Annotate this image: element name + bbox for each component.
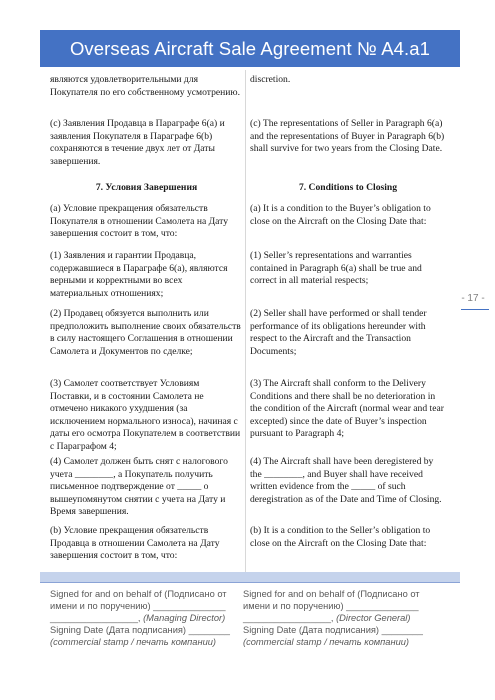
signatory-line bbox=[50, 612, 240, 624]
signing-date-line: Signing Date (Дата подписания) ________ bbox=[243, 625, 423, 635]
clause-en-7a1: (1) Seller’s representations and warranties contained in Paragraph 6(a) shall be true and correct in all material respects; bbox=[250, 250, 422, 287]
clause-ru-7a3: (3) Самолет соответствует Условиям Поставки, и в состоянии Самолета не отмечено никакого ухудшения (за исключением нормального износа), начиная с даты его осмотра Покупателем в соответствии с Параграфом 4; bbox=[50, 378, 241, 452]
clause-ru-7a1: (1) Заявления и гарантии Продавца, содержавшиеся в Параграфе 6(а), являются верными и корректными во всех материальных отношениях; bbox=[50, 250, 228, 299]
page-number: - 17 - bbox=[461, 293, 485, 304]
section-heading-en: 7. Conditions to Closing bbox=[298, 182, 398, 193]
signature-block-seller bbox=[50, 588, 240, 648]
clause-ru-continuation: являются удовлетворительными для Покупателя по его собственному усмотрению. bbox=[50, 74, 240, 98]
signatory-role: (Managing Director) bbox=[140, 613, 226, 623]
clause-en-7a4: (4) The Aircraft shall have been deregistered by the ________, and Buyer shall have received written evidence from the _____ of such deregistration as of the Date and Time of Closing. bbox=[250, 456, 442, 505]
stamp-note: (commercial stamp / печать компании) bbox=[243, 637, 410, 647]
clause-ru-7a4: (4) Самолет должен быть снят с налогового учета ________, а Покупатель получить письменное подтверждение от _____ о вышеупомянутом снятии с учета на Дату и Время завершения. bbox=[50, 456, 228, 518]
clause-ru-7b: (b) Условие прекращения обязательств Продавца в отношении Самолета на Дату завершения состоит в том, что: bbox=[50, 525, 220, 562]
document-header bbox=[40, 30, 460, 67]
clause-ru-6c: (c) Заявления Продавца в Параграфе 6(а) и заявления Покупателя в Параграфе 6(b) сохраняются в течение двух лет от Даты завершения. bbox=[50, 118, 225, 167]
footer-rule bbox=[40, 582, 460, 583]
section-heading-ru: 7. Условия Завершения bbox=[95, 182, 198, 193]
signature-line: имени и по поручению) ______________ bbox=[243, 601, 419, 611]
document-title: Overseas Aircraft Sale Agreement № A4.a1 bbox=[69, 38, 431, 59]
clause-en-6c: (c) The representations of Seller in Paragraph 6(a) and the representations of Buyer in Paragraph 6(b) shall survive for two years from the Closing Date. bbox=[250, 118, 445, 155]
signature-block-buyer bbox=[243, 588, 453, 648]
clause-en-7a: (a) It is a condition to the Buyer’s obligation to close on the Aircraft on the Closing Date that: bbox=[250, 203, 431, 227]
signature-label: Signed for and on behalf of (Подписано от bbox=[243, 589, 420, 599]
signatory-role: (Director General) bbox=[333, 613, 411, 623]
page-number-underline bbox=[461, 309, 489, 310]
signature-line: имени и по поручению) ______________ bbox=[50, 601, 226, 611]
column-divider bbox=[245, 70, 246, 572]
signatory-blank: _________________, bbox=[50, 613, 141, 623]
clause-ru-7a: (а) Условие прекращения обязательств Покупателя в отношении Самолета на Дату завершения состоит в том, что: bbox=[50, 203, 229, 240]
clause-en-7b: (b) It is a condition to the Seller’s obligation to close on the Aircraft on the Closing Date that: bbox=[250, 525, 431, 549]
signature-label: Signed for and on behalf of (Подписано от bbox=[50, 589, 227, 599]
clause-en-continuation: discretion. bbox=[250, 74, 291, 85]
clause-en-7a2: (2) Seller shall have performed or shall tender performance of its obligations hereunder with respect to the Aircraft and the Transaction Documents; bbox=[250, 308, 427, 357]
clause-ru-7a2: (2) Продавец обязуется выполнить или предположить выполнение своих обязательств в силу настоящего Соглашения в отношении Самолета и Документов по сделке; bbox=[50, 308, 241, 357]
clause-en-7a3: (3) The Aircraft shall conform to the Delivery Conditions and there shall be no deterioration in the condition of the Aircraft (normal wear and tear excepted) since the date of Buyer’s inspection pursuant to Paragraph 4; bbox=[250, 378, 444, 440]
footer-band bbox=[40, 572, 460, 582]
signatory-blank: _________________, bbox=[243, 613, 334, 623]
stamp-note: (commercial stamp / печать компании) bbox=[50, 637, 217, 647]
signing-date-line: Signing Date (Дата подписания) ________ bbox=[50, 625, 230, 635]
signatory-line bbox=[243, 612, 453, 624]
